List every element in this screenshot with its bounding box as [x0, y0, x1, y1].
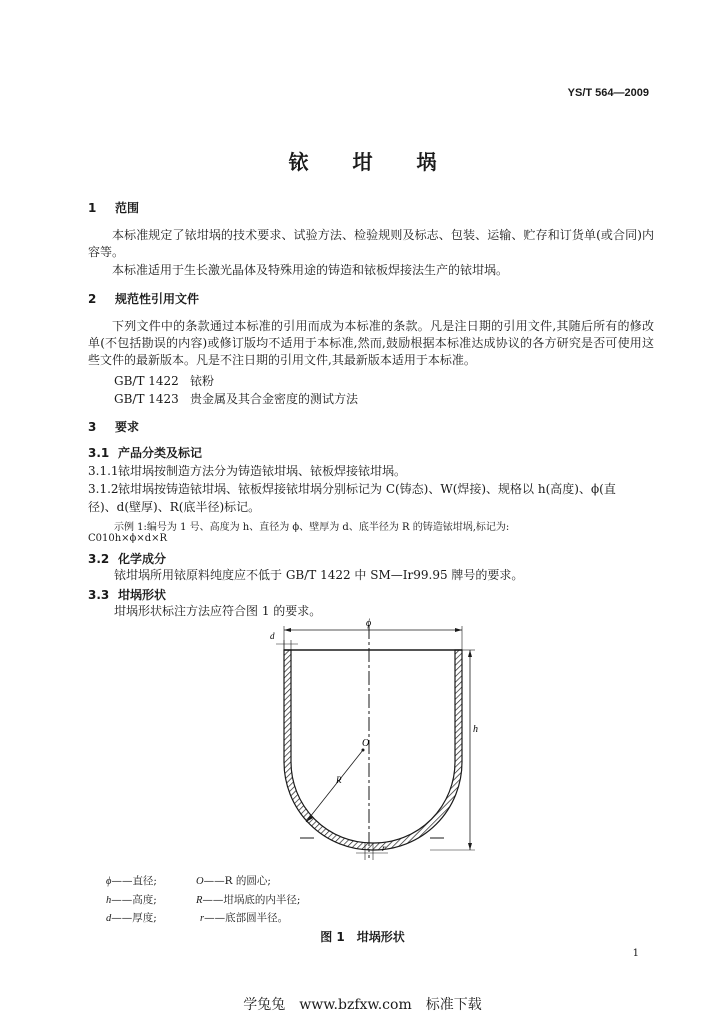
section-title: 规范性引用文件 — [115, 292, 200, 306]
legend-item — [106, 910, 157, 925]
section-2-paragraph: 下列文件中的条款通过本标准的引用而成为本标准的条款。凡是注日期的引用文件,其随后所有的修改单(不包括勘误的内容)或修订版均不适用于本标准,然而,鼓励根据本标准达成协议的各方研究是否可使用这些文件的最新版本。凡是不注日期的引用文件,其最新版本适用于本标准。 — [88, 319, 654, 367]
section-1-paragraph-1: 本标准规定了铱坩埚的技术要求、试验方法、检验规则及标志、包装、运输、贮存和订货单(或合同)内容等。 — [88, 228, 654, 259]
legend-description: ——高度; — [111, 894, 157, 906]
figure-caption: 图 1 坩埚形状 — [320, 930, 405, 944]
clause-number: 3.2 — [88, 552, 110, 566]
legend-symbol: h — [106, 895, 112, 906]
legend-symbol: d — [106, 913, 112, 924]
legend-description: ——坩埚底的内半径; — [202, 894, 301, 906]
legend-item — [106, 873, 157, 888]
page-number: 1 — [632, 948, 639, 959]
legend-symbol: R — [196, 895, 203, 906]
legend-item — [200, 910, 288, 925]
standard-code: YS/T 564—2009 — [567, 87, 649, 99]
clause-number: 3.1.2 — [88, 482, 119, 496]
clause-title: 化学成分 — [118, 552, 167, 566]
legend-symbol: r — [200, 913, 205, 924]
footer-tagline: 标准下载 — [425, 997, 482, 1013]
section-1-paragraph-2: 本标准适用于生长激光晶体及特殊用途的铸造和铱板焊接法生产的铱坩埚。 — [112, 263, 509, 277]
legend-description: ——R 的圆心; — [203, 875, 271, 887]
section-number: 1 — [88, 201, 97, 215]
legend-description: ——直径; — [111, 875, 157, 887]
section-number: 3 — [88, 420, 97, 434]
phi-label: ϕ — [366, 618, 372, 629]
section-title: 范围 — [115, 201, 140, 215]
legend-item — [106, 892, 157, 907]
reference-title: 贵金属及其合金密度的测试方法 — [190, 392, 359, 406]
arrow-head — [468, 843, 472, 850]
clause-number: 3.1.1 — [88, 464, 119, 478]
legend-symbol: ϕ — [106, 876, 112, 887]
clause-text: 铱坩埚按制造方法分为铸造铱坩埚、铱板焊接铱坩埚。 — [118, 464, 407, 478]
O-label: O — [362, 738, 370, 749]
example-marking: C010h×ϕ×d×R — [88, 533, 168, 544]
reference-title: 铱粉 — [190, 374, 215, 388]
section-number: 2 — [88, 292, 97, 306]
example-line-1: 示例 1:编号为 1 号、高度为 h、直径为 ϕ、壁厚为 d、底半径为 R 的铸造铱坩埚,标记为: — [114, 522, 510, 533]
clause-number: 3.3 — [88, 588, 110, 602]
arrow-head — [468, 650, 472, 657]
legend-description: ——厚度; — [111, 912, 157, 924]
legend-item — [196, 892, 300, 907]
clause-number: 3.1 — [88, 446, 110, 460]
site-footer — [0, 994, 725, 1014]
footer-url[interactable]: www.bzfxw.com — [299, 997, 412, 1013]
clause-3-3-text: 坩埚形状标注方法应符合图 1 的要求。 — [114, 604, 322, 618]
clause-title: 产品分类及标记 — [118, 446, 203, 460]
legend-symbol: O — [196, 876, 204, 887]
clause-text: 铱坩埚按铸造铱坩埚、铱板焊接铱坩埚分别标记为 C(铸态)、W(焊接)、规格以 h(高度)、ϕ(直 — [118, 482, 616, 496]
crucible-wall — [284, 650, 462, 850]
section-title: 要求 — [115, 420, 140, 434]
reference-code: GB/T 1423 — [114, 392, 179, 406]
arrow-head — [455, 628, 462, 632]
clause-title: 坩埚形状 — [118, 588, 167, 602]
R-label: R — [336, 775, 342, 785]
legend-description: ——底部圆半径。 — [204, 912, 289, 924]
arrow-head — [284, 628, 291, 632]
reference-code: GB/T 1422 — [114, 374, 179, 388]
radius-line — [306, 750, 363, 822]
h-label: h — [473, 724, 478, 735]
d-label: d — [270, 631, 275, 641]
document-title: 铱坩埚 — [288, 150, 481, 174]
clause-3-1-2-continued: 径)、d(壁厚)、R(底半径)标记。 — [88, 500, 261, 514]
r-label: r — [382, 843, 386, 853]
legend-item — [196, 873, 271, 888]
clause-3-2-text: 铱坩埚所用铱原料纯度应不低于 GB/T 1422 中 SM—Ir99.95 牌号的要求。 — [114, 568, 524, 582]
footer-site-name: 学兔兔 — [243, 997, 286, 1013]
